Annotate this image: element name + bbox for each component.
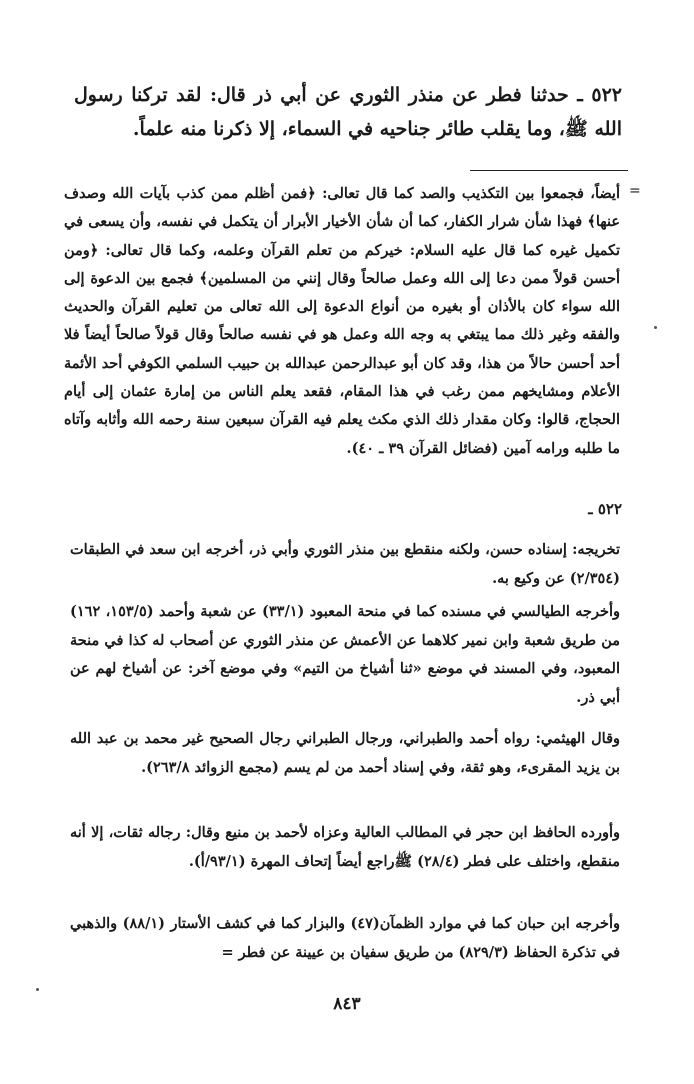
- haythami-paragraph: وقال الهيثمي: رواه أحمد والطبراني، ورجال الطبراني رجال الصحيح غير محمد بن عبد الله بن يزيد المقرىء، وهو ثقة، وفي إسناد أحمد من لم يسم (مجمع الزوائد ٢٦٣/٨).: [70, 730, 620, 776]
- page-number: ٨٤٣: [333, 994, 361, 1014]
- footnote-continuation: أيضاً، فجمعوا بين التكذيب والصد كما قال تعالى: ﴿فمن أظلم ممن كذب بآيات الله وصدف عنها﴾ فهذا شأن شرار الكفار، كما أن شأن الأخيار الأبرار أن يتكمل في نفسه، وأن يسعى في تكميل غيره كما قال عليه السلام: خيركم من تعلم القرآن وعلمه، وكما قال تعالى: ﴿ومن أحسن قولاً ممن دعا إلى الله وعمل صالحاً وقال إنني من المسلمين﴾ فجمع بين الدعوة إلى الله سواء كان بالأذان أو بغيره من أنواع الدعوة إلى الله تعالى من تعليم القرآن والحديث والفقه وغير ذلك مما يبتغي به وجه الله وعمل هو في نفسه صالحاً وقال قولاً صالحاً أيضاً فلا أحد أحسن حالاً من هذا، وقد كان أبو عبدالرحمن عبدالله بن حبيب السلمي الكوفي أحد الأئمة الأعلام ومشايخهم ممن رغب في هذا المقام، فقعد يعلم الناس من إمارة عثمان إلى أيام الحجاج، قالوا: وكان مقدار ذلك الذي مكث يعلم فيه القرآن سبعين سنة رحمه الله وأثابه وآتاه ما طلبه ورامه آمين (فضائل القرآن ٣٩ ـ ٤٠).: [64, 185, 620, 457]
- scan-speck: [36, 988, 39, 991]
- footnote-divider: [470, 170, 628, 171]
- scan-speck: [654, 326, 657, 329]
- tayalisi-paragraph: وأخرجه الطيالسي في مسنده كما في منحة المعبود (٣٣/١) عن شعبة وأحمد (١٥٣/٥، ١٦٢) من طريق شعبة وابن نمير كلاهما عن الأعمش عن منذر الثوري عن أصحاب له كذا في منحة المعبود، وفي المسند في موضع «ثنا أشياخ من التيم» وفي موضع آخر: عن أشياخ لهم عن أبي ذر.: [70, 603, 621, 706]
- hadith-text: ٥٢٢ ـ حدثنا فطر عن منذر الثوري عن أبي ذر قال: لقد تركنا رسول الله ﷺ، وما يقلب طائر جناحيه في السماء، إلا ذكرنا منه علماً.: [74, 84, 622, 140]
- footnote-number: ٥٢٢ ـ: [588, 500, 622, 518]
- continuation-marker: =: [629, 183, 641, 199]
- takhrij-paragraph: تخريجه: إسناده حسن، ولكنه منقطع بين منذر الثوري وأبي ذر، أخرجه ابن سعد في الطبقات (٢/٣٥٤) عن وكيع به.: [70, 541, 620, 587]
- ibn-hajar-paragraph: وأورده الحافظ ابن حجر في المطالب العالية وعزاه لأحمد بن منيع وقال: رجاله ثقات، إلا أنه منقطع، واختلف على فطر (٢٨/٤) ﷺراجع أيضاً إتحاف المهرة (٩٣/١/أ).: [70, 824, 620, 870]
- ibn-hibban-paragraph: وأخرجه ابن حبان كما في موارد الظمآن(٤٧) والبزار كما في كشف الأستار (٨٨/١) والذهبي في تذكرة الحفاظ (٨٢٩/٣) من طريق سفيان بن عيينة عن فطر =: [70, 915, 620, 961]
